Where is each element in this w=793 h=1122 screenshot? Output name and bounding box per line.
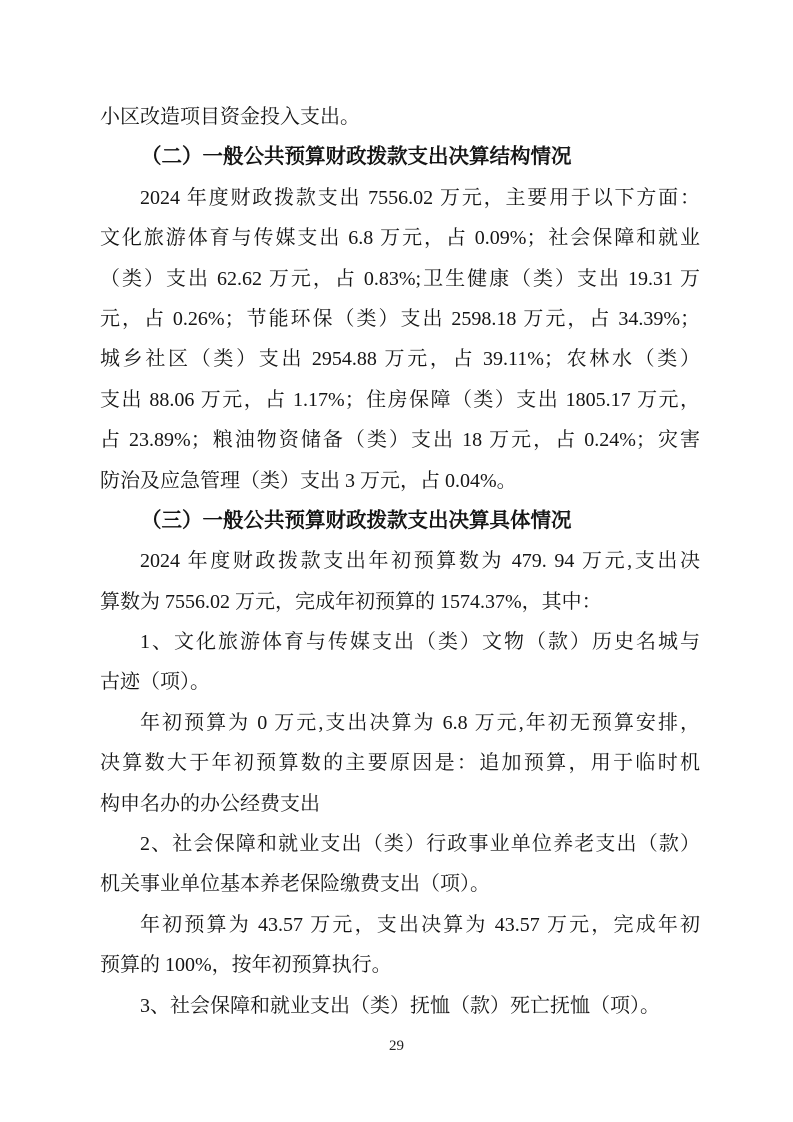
text-line: 1、文化旅游体育与传媒支出（类）文物（款）历史名城与 [140, 631, 700, 654]
text-line: 2024 年度财政拨款支出年初预算数为 479. 94 万元,支出决 [140, 550, 700, 573]
text-line: 年初预算为 43.57 万元，支出决算为 43.57 万元，完成年初 [140, 913, 700, 936]
text-line: 占 23.89%；粮油物资储备（类）支出 18 万元，占 0.24%；灾害 [100, 429, 700, 452]
text-line: （类）支出 62.62 万元，占 0.83%;卫生健康（类）支出 19.31 万 [100, 267, 700, 290]
document-body [100, 97, 700, 1026]
text-line: 决算数大于年初预算数的主要原因是：追加预算，用于临时机 [100, 752, 700, 775]
text-line: 3、社会保障和就业支出（类）抚恤（款）死亡抚恤（项）。 [140, 994, 660, 1017]
text-line: 构申名办的办公经费支出 [100, 792, 320, 815]
text-line: 年初预算为 0 万元,支出决算为 6.8 万元,年初无预算安排， [140, 711, 700, 734]
section-heading: （三）一般公共预算财政拨款支出决算具体情况 [141, 509, 572, 532]
text-line: 2、社会保障和就业支出（类）行政事业单位养老支出（款） [140, 833, 700, 856]
text-line: 支出 88.06 万元，占 1.17%；住房保障（类）支出 1805.17 万元， [100, 388, 700, 411]
page-number: 29 [389, 1038, 404, 1054]
text-line: 预算的 100%，按年初预算执行。 [100, 954, 392, 977]
text-line: 2024 年度财政拨款支出 7556.02 万元，主要用于以下方面： [140, 186, 700, 209]
text-line: 算数为 7556.02 万元，完成年初预算的 1574.37%，其中： [100, 590, 602, 613]
text-line: 城乡社区（类）支出 2954.88 万元，占 39.11%；农林水（类） [100, 348, 700, 371]
section-heading: （二）一般公共预算财政拨款支出决算结构情况 [141, 146, 572, 169]
text-line: 文化旅游体育与传媒支出 6.8 万元，占 0.09%；社会保障和就业 [100, 227, 700, 250]
text-line: 机关事业单位基本养老保险缴费支出（项）。 [100, 873, 490, 896]
text-line: 小区改造项目资金投入支出。 [100, 106, 360, 128]
text-line: 元，占 0.26%；节能环保（类）支出 2598.18 万元，占 34.39%； [100, 307, 700, 330]
text-line: 防治及应急管理（类）支出 3 万元，占 0.04%。 [100, 469, 517, 492]
text-line: 古迹（项）。 [100, 671, 210, 694]
